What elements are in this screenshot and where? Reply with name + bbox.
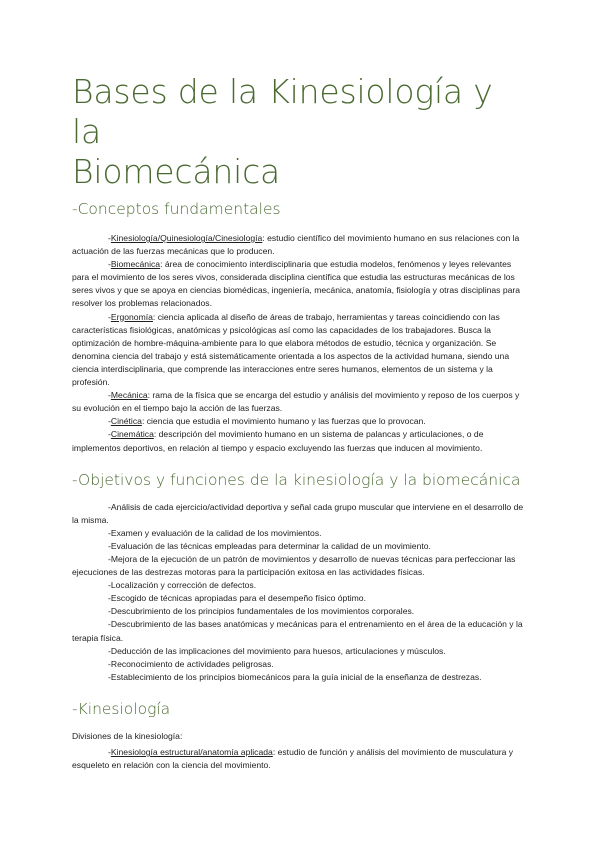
definition-text: : ciencia que estudia el movimiento humano y las fuerzas que lo provocan. [141,416,426,427]
definition-term: Mecánica [110,390,148,401]
definition-term: Biomecánica [110,259,161,270]
definition-item: -Kinesiología/Quinesiología/Cinesiología: estudio científico del movimiento humano en sus relaciones con la actuación de las fuerzas mecánicas que lo producen. [72,233,520,257]
objective-item: -Localización y corrección de defectos. [108,580,257,591]
definition-term: Kinesiología/Quinesiología/Cinesiología [110,233,263,243]
objective-item: -Descubrimiento de las bases anatómicas y mecánicas para el entrenamiento en el área de la educación y la terapia física. [72,619,523,643]
objective-item: -Análisis de cada ejercicio/actividad deportiva y señal cada grupo muscular que interviene en el desarrollo de la misma. [72,501,524,525]
objective-item: -Reconocimiento de actividades peligrosas. [108,658,274,669]
section-heading-objetivos: -Objetivos y funciones de la kinesiología y la biomecánica [72,470,521,489]
objective-item: -Mejora de la ejecución de un patrón de movimientos y desarrollo de nuevas técnicas para perfeccionar las ejecuciones de las destrezas motoras para la participación exitosa en las actividades físicas. [72,553,516,578]
document-title [72,72,528,192]
objective-item: -Examen y evaluación de la calidad de los movimientos. [108,527,322,538]
divisions-list [72,746,528,772]
division-item: -Kinesiología estructural/anatomía aplicada: estudio de función y análisis del movimiento de musculatura y esqueleto en relación con la ciencia del movimiento. [72,747,514,771]
section-heading-conceptos: -Conceptos fundamentales [72,200,281,218]
definition-term: Cinética [110,416,142,427]
definition-item: -Ergonomía: ciencia aplicada al diseño de áreas de trabajo, herramientas y tareas coincidiendo con las características fisiológicas, anatómicas y psicológicas así como las capacidades de los trabajadores. Busca la optimización de hombre-máquina-ambiente para lo que elabora métodos de estudio, técnica y organización. Se denomina ciencia del trabajo y está sistemáticamente orientada a los aspectos de la actividad humana, siendo una ciencia interdisciplinaria, que comprende las interacciones entre seres humanos, elementos de un sistema y la profesión. [72,311,510,388]
divisions-label: Divisiones de la kinesiología: [72,730,183,741]
definitions-list [72,232,528,455]
objective-item: -Establecimiento de los principios biomecánicos para la guía inicial de la enseñanza de destrezas. [108,671,482,682]
definition-term: Ergonomía [110,311,153,322]
definition-term: Cinemática [110,429,154,440]
title-line-1: Bases de la Kinesiología y la [72,72,493,151]
objective-item: -Evaluación de las técnicas empleadas para determinar la calidad de un movimiento. [108,540,431,551]
objective-item: -Deducción de las implicaciones del movimiento para huesos, articulaciones y músculos. [108,645,446,656]
definition-text: : rama de la física que se encarga del estudio y análisis del movimiento y reposo de los cuerpos y su evolución en el tiempo bajo la acción de las fuerzas. [72,390,520,414]
definition-text: : ciencia aplicada al diseño de áreas de trabajo, herramientas y tareas coincidiendo con las características fisiológicas, anatómicas y psicológicas así como las capacidades de los trabajadores. Busca la optimización de hombre-máquina-ambiente para lo que elabora métodos de estudio, técnica y organización. Se denomina ciencia del trabajo y está sistemáticamente orientada a los aspectos de la actividad humana, siendo una ciencia interdisciplinaria, que comprende las interacciones entre seres humanos, elementos de un sistema y la profesión. [72,311,510,388]
definition-item: -Mecánica: rama de la física que se encarga del estudio y análisis del movimiento y reposo de los cuerpos y su evolución en el tiempo bajo la acción de las fuerzas. [72,390,520,414]
definition-text: : descripción del movimiento humano en un sistema de palancas y articulaciones, o de implementos deportivos, en relación al tiempo y espacio excluyendo las fuerzas que inducen al movimiento. [72,429,484,453]
division-text: : estudio de función y análisis del movimiento de musculatura y esqueleto en relación con la ciencia del movimiento. [72,747,514,771]
objective-item: -Descubrimiento de los principios fundamentales de los movimientos corporales. [108,606,415,617]
objectives-list [72,501,528,684]
definition-item: -Biomecánica: área de conocimiento interdisciplinaria que estudia modelos, fenómenos y leyes relevantes para el movimiento de los seres vivos, considerada disciplina científica que estudia las estructuras mecánicas de los seres vivos y que se apoya en ciencias biomédicas, ingeniería, mecánica, anatomía, fisiología y otras disciplinas para resolver los problemas relacionados. [72,259,521,309]
objective-item: -Escogido de técnicas apropiadas para el desempeño físico óptimo. [108,593,366,604]
definition-item: -Cinemática: descripción del movimiento humano en un sistema de palancas y articulaciones, o de implementos deportivos, en relación al tiempo y espacio excluyendo las fuerzas que inducen al movimiento. [72,429,484,453]
definition-item: -Cinética: ciencia que estudia el movimiento humano y las fuerzas que lo provocan. [108,416,426,427]
section-heading-kinesiologia: -Kinesiología [72,699,171,718]
title-line-2: Biomecánica [72,152,281,191]
definition-text: : estudio científico del movimiento humano en sus relaciones con la actuación de las fuerzas mecánicas que lo producen. [72,233,520,257]
definition-text: : área de conocimiento interdisciplinaria que estudia modelos, fenómenos y leyes relevantes para el movimiento de los seres vivos, considerada disciplina científica que estudia las estructuras mecánicas de los seres vivos y que se apoya en ciencias biomédicas, ingeniería, mecánica, anatomía, fisiología y otras disciplinas para resolver los problemas relacionados. [72,259,521,309]
division-term: Kinesiología estructural/anatomía aplicada [110,747,273,757]
